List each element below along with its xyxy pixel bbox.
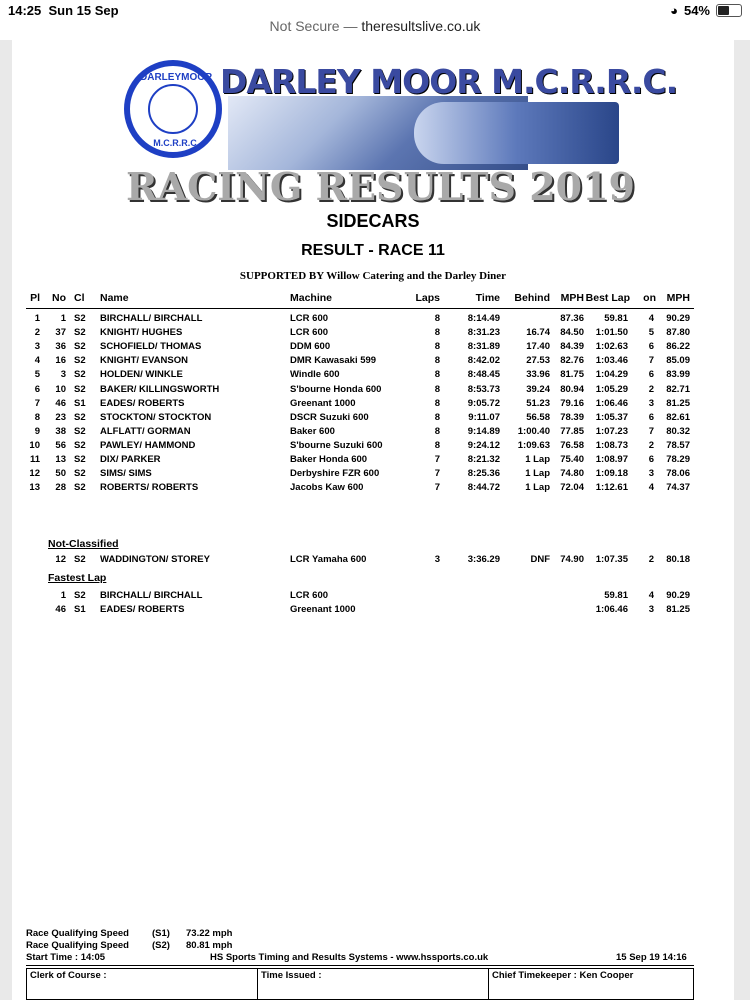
time-issued-label: Time Issued : xyxy=(261,970,322,981)
cell-mph2: 87.80 xyxy=(666,327,690,339)
cell-pl: 13 xyxy=(29,482,40,494)
clerk-label: Clerk of Course : xyxy=(30,970,107,981)
cell-on: 5 xyxy=(648,327,654,339)
banner-subtitle: RACING RESULTS 2019 xyxy=(126,164,635,209)
cell-pl: 11 xyxy=(29,454,40,465)
cell-no: 37 xyxy=(55,327,66,339)
cell-laps: 8 xyxy=(434,439,440,451)
header-laps: Laps xyxy=(415,292,440,304)
cell-name: ROBERTS/ ROBERTS xyxy=(100,482,199,494)
status-time: 14:25 xyxy=(8,3,42,18)
cell-name: BIRCHALL/ BIRCHALL xyxy=(100,590,203,601)
cell-mph2: 81.25 xyxy=(666,397,690,409)
cell-name: SCHOFIELD/ THOMAS xyxy=(100,341,202,353)
cell-best: 1:03.46 xyxy=(595,355,628,367)
header-best-lap: Best Lap xyxy=(585,292,630,304)
cell-machine: Baker Honda 600 xyxy=(290,454,368,465)
cell-on: 3 xyxy=(648,468,654,480)
cell-no: 13 xyxy=(55,454,66,465)
cell-mph2: 78.29 xyxy=(666,454,690,465)
cell-no: 1 xyxy=(60,590,66,601)
race-title: RESULT - RACE 11 xyxy=(301,242,445,259)
cell-no: 12 xyxy=(55,554,66,565)
cell-cl: S2 xyxy=(74,327,86,339)
cell-on: 2 xyxy=(648,383,654,395)
cell-mph: 59.81 xyxy=(604,590,628,601)
cell-machine: S'bourne Honda 600 xyxy=(290,383,382,395)
cell-laps: 8 xyxy=(434,341,440,353)
cell-name: KNIGHT/ EVANSON xyxy=(100,355,188,367)
cell-on: 4 xyxy=(648,313,654,324)
header-no: No xyxy=(52,292,66,304)
cell-cl: S2 xyxy=(74,425,86,437)
cell-mph2: 90.29 xyxy=(666,590,690,601)
cell-mph2: 78.57 xyxy=(666,439,690,451)
cell-best: 1:08.97 xyxy=(595,454,628,465)
logo-emblem-icon xyxy=(148,84,198,134)
cell-name: SIMS/ SIMS xyxy=(100,468,152,480)
cell-mph: 72.04 xyxy=(560,482,584,494)
cell-laps: 7 xyxy=(434,468,440,480)
rqs2-label: Race Qualifying Speed xyxy=(26,940,129,951)
cell-name: HOLDEN/ WINKLE xyxy=(100,369,183,381)
cell-time: 8:31.89 xyxy=(467,341,500,353)
cell-name: BIRCHALL/ BIRCHALL xyxy=(100,313,203,324)
cell-time: 8:42.02 xyxy=(467,355,500,367)
cell-best: 59.81 xyxy=(604,313,628,324)
cell-mph: 74.90 xyxy=(560,554,584,565)
cell-on: 7 xyxy=(648,355,654,367)
results-document xyxy=(12,40,734,1000)
cell-best: 1:07.23 xyxy=(595,425,628,437)
cell-best: 1:01.50 xyxy=(595,327,628,339)
cell-mph2: 82.71 xyxy=(666,383,690,395)
cell-mph2: 80.18 xyxy=(666,554,690,565)
url-bar[interactable] xyxy=(0,18,750,40)
cell-behind: DNF xyxy=(530,554,550,565)
cell-no: 3 xyxy=(60,369,66,381)
header-pl: Pl xyxy=(30,292,40,304)
cell-pl: 8 xyxy=(34,411,40,423)
cell-best: 1:02.63 xyxy=(595,341,628,353)
cell-no: 36 xyxy=(55,341,66,353)
cell-time: 8:14.49 xyxy=(467,313,500,324)
rqs1-label: Race Qualifying Speed xyxy=(26,928,129,939)
cell-behind: 16.74 xyxy=(526,327,550,339)
cell-machine: Greenant 1000 xyxy=(290,397,356,409)
cell-machine: Greenant 1000 xyxy=(290,604,356,615)
cell-best: 1:04.29 xyxy=(595,369,628,381)
cell-no: 56 xyxy=(55,439,66,451)
table-row xyxy=(12,440,734,454)
battery-percent: 54% xyxy=(683,3,710,18)
cell-behind: 56.58 xyxy=(526,411,550,423)
cell-best: 1:12.61 xyxy=(595,482,628,494)
header-divider xyxy=(26,308,694,309)
header-machine: Machine xyxy=(290,292,333,304)
cell-on: 6 xyxy=(648,369,654,381)
cell-machine: Windle 600 xyxy=(290,369,340,381)
cell-mph2: 86.22 xyxy=(666,341,690,353)
header-cl: Cl xyxy=(74,292,85,304)
logo-top-text: DARLEYMOOR xyxy=(140,72,213,83)
table-row xyxy=(12,313,734,327)
cell-laps: 7 xyxy=(434,454,440,465)
club-logo xyxy=(124,60,222,158)
cell-no: 50 xyxy=(55,468,66,480)
cell-mph: 82.76 xyxy=(560,355,584,367)
cell-time: 3:36.29 xyxy=(467,554,500,565)
cell-time: 9:11.07 xyxy=(468,411,500,423)
cell-laps: 7 xyxy=(434,482,440,494)
cell-laps: 8 xyxy=(434,313,440,324)
cell-pl: 9 xyxy=(34,425,40,437)
url-domain: theresultslive.co.uk xyxy=(361,18,481,34)
cell-no: 46 xyxy=(55,604,66,615)
table-row xyxy=(12,341,734,355)
cell-cl: S2 xyxy=(74,383,86,395)
fastest-lap-row xyxy=(12,590,734,604)
rqs1-value: 73.22 mph xyxy=(186,928,233,939)
time-issued-box xyxy=(257,968,489,1000)
table-row xyxy=(12,398,734,412)
cell-time: 8:25.36 xyxy=(467,468,500,480)
cell-machine: Derbyshire FZR 600 xyxy=(290,468,380,480)
header-time: Time xyxy=(475,292,500,304)
cell-time: 8:31.23 xyxy=(467,327,500,339)
cell-machine: Baker 600 xyxy=(290,425,335,437)
cell-pl: 6 xyxy=(34,383,40,395)
cell-mph: 75.40 xyxy=(560,454,584,465)
cell-mph2: 82.61 xyxy=(666,411,690,423)
cell-best: 1:08.73 xyxy=(595,439,628,451)
cell-mph: 78.39 xyxy=(560,411,584,423)
cell-name: PAWLEY/ HAMMOND xyxy=(100,439,196,451)
table-row xyxy=(12,355,734,369)
cell-mph: 87.36 xyxy=(560,313,584,324)
cell-mph: 79.16 xyxy=(560,397,584,409)
cell-laps: 8 xyxy=(434,425,440,437)
fastest-lap-row xyxy=(12,604,734,618)
cell-on: 2 xyxy=(648,439,654,451)
timekeeper-box xyxy=(488,968,694,1000)
cell-no: 46 xyxy=(55,397,66,409)
cell-no: 23 xyxy=(55,411,66,423)
cell-name: KNIGHT/ HUGHES xyxy=(100,327,183,339)
cell-mph: 84.50 xyxy=(560,327,584,339)
cell-mph: 80.94 xyxy=(560,383,584,395)
cell-cl: S2 xyxy=(74,454,86,465)
section-heading: Not-Classified xyxy=(48,538,119,550)
cell-pl: 1 xyxy=(34,313,40,324)
cell-mph: 77.85 xyxy=(560,425,584,437)
cell-behind: 1 Lap xyxy=(525,482,550,494)
cell-best: 1:06.46 xyxy=(595,604,628,615)
cell-mph2: 83.99 xyxy=(666,369,690,381)
cell-time: 8:53.73 xyxy=(467,383,500,395)
cell-mph2: 80.32 xyxy=(666,425,690,437)
cell-cl: S2 xyxy=(74,590,86,601)
provider-credit: HS Sports Timing and Results Systems - www.hssports.co.uk xyxy=(210,952,489,963)
cell-behind: 51.23 xyxy=(526,397,550,409)
cell-name: STOCKTON/ STOCKTON xyxy=(100,411,212,423)
cell-on: 4 xyxy=(648,482,654,494)
cell-best: 1:05.37 xyxy=(595,411,628,423)
cell-name: WADDINGTON/ STOREY xyxy=(100,554,210,565)
cell-machine: DMR Kawasaki 599 xyxy=(290,355,377,367)
cell-laps: 3 xyxy=(434,554,440,565)
table-row xyxy=(12,412,734,426)
cell-best: 1:07.35 xyxy=(595,554,628,565)
cell-machine: DDM 600 xyxy=(290,341,331,353)
cell-laps: 8 xyxy=(434,411,440,423)
class-title: SIDECARS xyxy=(326,211,420,231)
security-label: Not Secure — xyxy=(269,18,358,34)
cell-cl: S2 xyxy=(74,554,86,565)
cell-laps: 8 xyxy=(434,327,440,339)
table-row xyxy=(12,384,734,398)
cell-behind: 17.40 xyxy=(526,341,550,353)
timekeeper-label: Chief Timekeeper : Ken Cooper xyxy=(492,970,634,981)
cell-laps: 8 xyxy=(434,369,440,381)
cell-pl: 4 xyxy=(34,355,40,367)
cell-mph2: 90.29 xyxy=(666,313,690,324)
cell-time: 8:44.72 xyxy=(467,482,500,494)
cell-mph2: 85.09 xyxy=(666,355,690,367)
cell-no: 28 xyxy=(55,482,66,494)
not-classified-row xyxy=(12,554,734,568)
cell-laps: 8 xyxy=(434,383,440,395)
cell-laps: 8 xyxy=(434,355,440,367)
cell-cl: S1 xyxy=(74,397,86,409)
cell-pl: 2 xyxy=(34,327,40,339)
cell-cl: S2 xyxy=(74,439,86,451)
cell-behind: 33.96 xyxy=(526,369,550,381)
rqs2-value: 80.81 mph xyxy=(186,940,233,951)
cell-on: 2 xyxy=(648,554,654,565)
cell-machine: Jacobs Kaw 600 xyxy=(290,482,364,494)
cell-name: ALFLATT/ GORMAN xyxy=(100,425,191,437)
cell-name: DIX/ PARKER xyxy=(100,454,161,465)
clerk-box xyxy=(26,968,258,1000)
cell-name: BAKER/ KILLINGSWORTH xyxy=(100,383,220,395)
table-row xyxy=(12,426,734,440)
banner-photo-rider xyxy=(414,102,619,164)
cell-on: 6 xyxy=(648,341,654,353)
cell-cl: S1 xyxy=(74,604,86,615)
cell-name: EADES/ ROBERTS xyxy=(100,397,185,409)
cell-cl: S2 xyxy=(74,313,86,324)
cell-machine: LCR Yamaha 600 xyxy=(290,554,367,565)
wifi-icon: ◕ xyxy=(670,3,678,18)
cell-cl: S2 xyxy=(74,341,86,353)
cell-time: 9:14.89 xyxy=(467,425,500,437)
cell-behind: 1:09.63 xyxy=(517,439,550,451)
cell-cl: S2 xyxy=(74,355,86,367)
header-name: Name xyxy=(100,292,129,304)
cell-mph: 81.75 xyxy=(560,369,584,381)
cell-no: 1 xyxy=(60,313,66,324)
header-mph: MPH xyxy=(560,292,584,304)
cell-behind: 1:00.40 xyxy=(517,425,550,437)
table-row xyxy=(12,327,734,341)
cell-machine: DSCR Suzuki 600 xyxy=(290,411,369,423)
table-row xyxy=(12,369,734,383)
cell-time: 8:21.32 xyxy=(467,454,500,465)
cell-behind: 27.53 xyxy=(526,355,550,367)
cell-behind: 39.24 xyxy=(526,383,550,395)
cell-behind: 1 Lap xyxy=(525,468,550,480)
cell-machine: LCR 600 xyxy=(290,590,329,601)
cell-best: 1:05.29 xyxy=(595,383,628,395)
cell-mph2: 81.25 xyxy=(666,604,690,615)
start-time: Start Time : 14:05 xyxy=(26,952,106,963)
cell-time: 8:48.45 xyxy=(467,369,500,381)
cell-on: 7 xyxy=(648,425,654,437)
table-row xyxy=(12,482,734,496)
cell-machine: LCR 600 xyxy=(290,313,329,324)
table-header xyxy=(12,292,734,306)
cell-on: 6 xyxy=(648,454,654,465)
cell-cl: S2 xyxy=(74,369,86,381)
cell-time: 9:05.72 xyxy=(467,397,500,409)
cell-no: 10 xyxy=(55,383,66,395)
printed-timestamp: 15 Sep 19 14:16 xyxy=(616,952,687,963)
cell-mph: 84.39 xyxy=(560,341,584,353)
table-row xyxy=(12,468,734,482)
cell-pl: 7 xyxy=(34,397,40,409)
cell-name: EADES/ ROBERTS xyxy=(100,604,185,615)
cell-best: 4 xyxy=(648,590,654,601)
sponsor-line: SUPPORTED BY Willow Catering and the Darley Diner xyxy=(239,270,507,282)
cell-machine: S'bourne Suzuki 600 xyxy=(290,439,383,451)
table-row xyxy=(12,454,734,468)
status-date: Sun 15 Sep xyxy=(48,3,119,18)
cell-on: 3 xyxy=(648,397,654,409)
cell-pl: 5 xyxy=(34,369,40,381)
cell-mph2: 78.06 xyxy=(666,468,690,480)
cell-pl: 10 xyxy=(29,439,40,451)
cell-on: 3 xyxy=(648,604,654,615)
cell-cl: S2 xyxy=(74,482,86,494)
cell-time: 9:24.12 xyxy=(467,439,500,451)
cell-laps: 8 xyxy=(434,397,440,409)
header-mph2: MPH xyxy=(666,292,690,304)
rqs1-class: (S1) xyxy=(152,928,170,939)
rqs2-class: (S2) xyxy=(152,940,170,951)
cell-no: 16 xyxy=(55,355,66,367)
cell-best: 1:09.18 xyxy=(595,468,628,480)
header-behind: Behind xyxy=(514,292,550,304)
cell-pl: 3 xyxy=(34,341,40,353)
cell-mph: 76.58 xyxy=(560,439,584,451)
cell-on: 6 xyxy=(648,411,654,423)
cell-best: 1:06.46 xyxy=(595,397,628,409)
cell-mph2: 74.37 xyxy=(666,482,690,494)
cell-cl: S2 xyxy=(74,468,86,480)
cell-no: 38 xyxy=(55,425,66,437)
cell-pl: 12 xyxy=(29,468,40,480)
logo-bottom-text: M.C.R.R.C xyxy=(153,138,197,148)
cell-behind: 1 Lap xyxy=(525,454,550,465)
battery-icon xyxy=(716,4,742,17)
club-banner xyxy=(124,60,678,220)
cell-cl: S2 xyxy=(74,411,86,423)
section-heading: Fastest Lap xyxy=(48,572,107,584)
header-on: on xyxy=(643,292,656,304)
cell-mph: 74.80 xyxy=(560,468,584,480)
cell-machine: LCR 600 xyxy=(290,327,329,339)
club-name: DARLEY MOOR M.C.R.R.C. xyxy=(220,62,678,101)
